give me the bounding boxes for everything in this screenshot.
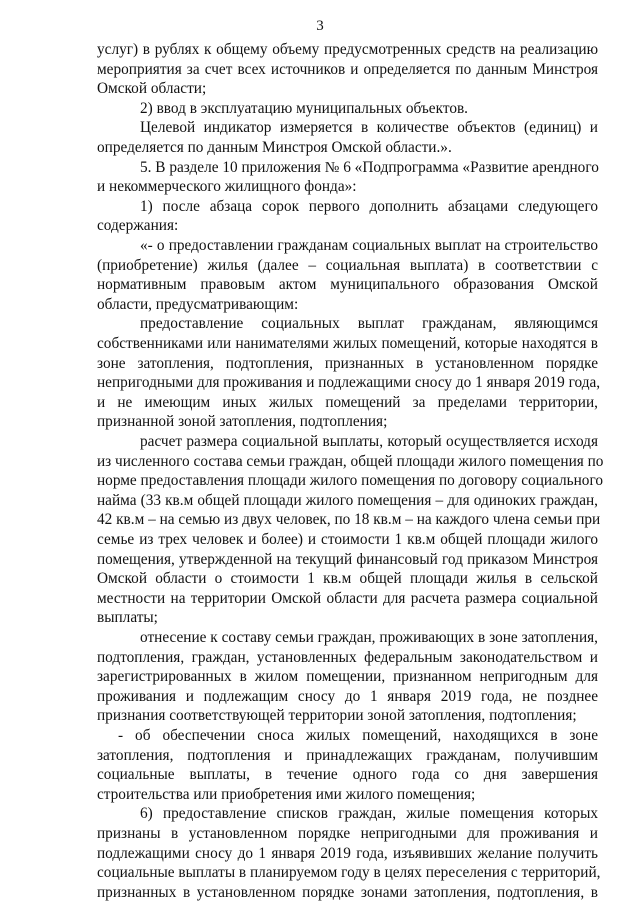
text-line: предоставление социальных выплат гражданам, являющимся bbox=[140, 315, 598, 333]
text-line: признания соответствующей территории зоной затопления, подтопления; bbox=[97, 707, 577, 725]
text-line: 5. В разделе 10 приложения № 6 «Подпрограмма «Развитие арендного bbox=[140, 158, 599, 176]
text-line: отнесение к составу семьи граждан, проживающих в зоне затопления, bbox=[140, 629, 598, 646]
text-line: и некоммерческого жилищного фонда»: bbox=[97, 178, 357, 196]
text-line: признанных в установленном порядке зонами затопления, подтопления, в bbox=[97, 883, 598, 901]
text-line: зоне затопления, подтопления, признанных в установленном порядке bbox=[97, 354, 598, 372]
text-line: мероприятия за счет всех источников и определяется по данным Минстроя bbox=[97, 60, 598, 78]
text-line: Омской области о стоимости 1 кв.м общей площади жилья в сельской bbox=[97, 570, 598, 588]
text-line: 2) ввод в эксплуатацию муниципальных объектов. bbox=[140, 99, 469, 117]
text-line: определяется по данным Минстроя Омской области.». bbox=[97, 139, 452, 156]
text-line: найма (33 кв.м общей площади жилого помещения – для одиноких граждан, bbox=[97, 491, 598, 509]
text-line: местности на территории Омской области для расчета размера социальной bbox=[97, 589, 598, 607]
text-line: содержания: bbox=[97, 217, 179, 235]
text-line: подтопления, граждан, установленных федеральным законодательством и bbox=[97, 648, 598, 666]
text-line: затопления, подтопления и принадлежащих гражданам, получившим bbox=[97, 746, 598, 764]
text-line: Омской области; bbox=[97, 80, 207, 98]
text-line: «- о предоставлении гражданам социальных выплат на строительство bbox=[140, 237, 598, 254]
text-line: из численного состава семьи граждан, общей площади жилого помещения по bbox=[97, 452, 604, 470]
text-line: Целевой индикатор измеряется в количестве объектов (единиц) и bbox=[140, 119, 598, 137]
text-line: собственниками или нанимателями жилых помещений, которые находятся в bbox=[97, 335, 598, 352]
text-line: непригодными для проживания и подлежащими сносу до 1 января 2019 года, bbox=[97, 374, 601, 392]
text-line: расчет размера социальной выплаты, который осуществляется исходя bbox=[140, 433, 598, 450]
text-line: 1) после абзаца сорок первого дополнить абзацами следующего bbox=[140, 197, 598, 215]
text-line: (приобретение) жилья (далее – социальная выплата) в соответствии с bbox=[97, 256, 598, 274]
text-line: социальные выплаты, в течение одного года со дня завершения bbox=[97, 766, 598, 784]
text-line: - об обеспечении сноса жилых помещений, находящихся в зоне bbox=[118, 727, 598, 744]
text-line: проживания и подлежащим сносу до 1 января 2019 года, не позднее bbox=[97, 687, 598, 705]
text-line: помещения, утвержденной на текущий финансовый год приказом Минстроя bbox=[97, 550, 598, 568]
text-line: норме предоставления площади жилого помещения по договору социального bbox=[97, 472, 603, 490]
text-line: строительства или приобретения ими жилого помещения; bbox=[97, 785, 476, 803]
text-line: зарегистрированных в жилом помещении, признанном непригодным для bbox=[97, 668, 598, 686]
text-line: области, предусматривающим: bbox=[97, 295, 299, 313]
text-line: услуг) в рублях к общему объему предусмотренных средств на реализацию bbox=[97, 41, 598, 58]
text-line: признанной зоной затопления, подтопления; bbox=[97, 413, 388, 431]
page-number: 3 bbox=[316, 18, 324, 34]
text-line: семье из трех человек и более) и стоимости 1 кв.м общей площади жилого bbox=[97, 531, 598, 548]
text-line: подлежащими сносу до 1 января 2019 года, изъявивших желание получить bbox=[97, 844, 598, 862]
text-line: 42 кв.м – на семью из двух человек, по 18 кв.м – на каждого члена семьи при bbox=[97, 511, 601, 529]
text-line: выплаты; bbox=[97, 609, 158, 627]
text-line: и не имеющим иных жилых помещений за пределами территории, bbox=[97, 393, 598, 411]
text-line: социальные выплаты в планируемом году в целях переселения с территорий, bbox=[97, 864, 601, 882]
text-line: 6) предоставление списков граждан, жилые помещения которых bbox=[140, 805, 598, 823]
text-line: признаны в установленном порядке непригодными для проживания и bbox=[97, 825, 598, 842]
text-line: нормативным правовым актом муниципального образования Омской bbox=[97, 276, 598, 294]
